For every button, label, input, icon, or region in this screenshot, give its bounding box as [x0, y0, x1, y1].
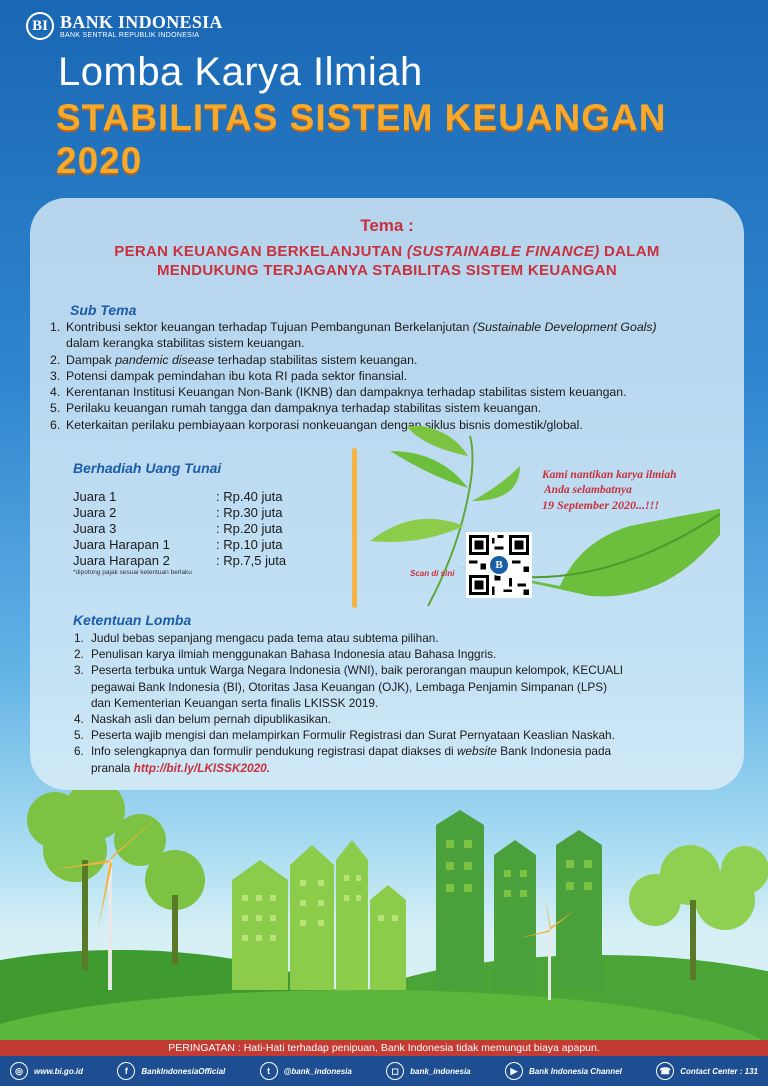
warning-banner: PERINGATAN : Hati-Hati terhadap penipuan, Bank Indonesia tidak memungut biaya apapun.	[0, 1040, 768, 1056]
footer-instagram[interactable]: ◻ bank_indonesia	[386, 1062, 470, 1080]
list-item: 5. Perilaku keuangan rumah tangga dan dampaknya terhadap stabilitas sistem keuangan.	[50, 401, 542, 416]
tema-heading: Tema :	[360, 216, 414, 235]
prize-row: Juara 2 : Rp.30 juta	[73, 505, 283, 520]
list-item: 6. Info selengkapnya dan formulir pendukung registrasi dapat diakses di website Bank Indonesia pada	[74, 744, 612, 759]
list-item: 3. Potensi dampak pemindahan ibu kota RI pada sektor finansial.	[50, 368, 408, 383]
list-item: dan Kementerian Keuangan serta finalis LKISSK 2019.	[91, 695, 379, 710]
title-line-1: Lomba Karya Ilmiah	[58, 50, 423, 94]
list-item: 1. Judul bebas sepanjang mengacu pada tema atau subtema pilihan.	[74, 631, 439, 645]
twitter-icon: t	[260, 1062, 278, 1080]
list-item: 4. Kerentanan Institusi Keuangan Non-Bank (IKNB) dan dampaknya terhadap stabilitas sistem keuangan.	[50, 385, 627, 400]
title-line-3: 2020	[56, 140, 143, 181]
bank-indonesia-logo	[26, 12, 223, 40]
scan-here-label: Scan di sini	[410, 569, 455, 578]
list-item: 5. Peserta wajib mengisi dan melampirkan Formulir Registrasi dan Surat Pernyataan Keaslian Naskah.	[74, 728, 615, 743]
green-city-illustration	[0, 790, 768, 1040]
title-line-2: STABILITAS SISTEM KEUANGAN	[56, 97, 667, 138]
list-item: 2. Dampak pandemic disease terhadap stabilitas sistem keuangan.	[50, 352, 418, 367]
footer-contact-center[interactable]: ☎ Contact Center : 131	[656, 1062, 758, 1080]
content-panel	[30, 198, 744, 790]
list-item: pranala http://bit.ly/LKISSK2020.	[91, 760, 270, 775]
footer-website[interactable]: ◎ www.bi.go.id	[10, 1062, 83, 1080]
footer-facebook[interactable]: f BankIndonesiaOfficial	[117, 1062, 225, 1080]
phone-icon: ☎	[656, 1062, 674, 1080]
logo-subtitle: BANK SENTRAL REPUBLIK INDONESIA	[60, 31, 200, 39]
globe-icon: ◎	[10, 1062, 28, 1080]
list-item: 3. Peserta terbuka untuk Warga Negara Indonesia (WNI), baik perorangan maupun kelompok, KECUALI	[74, 663, 624, 678]
prize-heading: Berhadiah Uang Tunai	[73, 460, 222, 476]
subtema-heading: Sub Tema	[70, 302, 137, 318]
rules-list	[74, 630, 734, 776]
list-item: 6. Keterkaitan perilaku pembiayaan korporasi nonkeuangan dengan siklus bisnis domestik/global.	[50, 417, 583, 432]
prize-note: *dipotong pajak sesuai ketentuan berlaku	[73, 569, 192, 576]
prize-row: Juara Harapan 2 : Rp.7,5 juta	[73, 553, 287, 568]
prize-row: Juara 3 : Rp.20 juta	[73, 521, 283, 536]
prize-list	[73, 489, 286, 569]
youtube-icon: ▶	[505, 1062, 523, 1080]
subtema-list	[50, 319, 740, 433]
registration-link[interactable]: http://bit.ly/LKISSK2020.	[133, 760, 270, 775]
leaves-illustration	[360, 426, 720, 616]
tema-text: PERAN KEUANGAN BERKELANJUTAN (SUSTAINABLE FINANCE) DALAM MENDUKUNG TERJAGANYA STABILITAS SISTEM KEUANGAN	[114, 243, 660, 279]
list-item: 2. Penulisan karya ilmiah menggunakan Bahasa Indonesia atau Bahasa Inggris.	[74, 647, 497, 662]
logo-name: BANK INDONESIA	[60, 11, 223, 32]
bi-qr-badge-icon: B	[488, 554, 510, 576]
list-item: dalam kerangka stabilitas sistem keuangan.	[66, 336, 305, 351]
footer-twitter[interactable]: t @bank_indonesia	[260, 1062, 352, 1080]
footer-youtube[interactable]: ▶ Bank Indonesia Channel	[505, 1062, 622, 1080]
prize-row: Juara Harapan 1 : Rp.10 juta	[73, 537, 283, 552]
rules-heading: Ketentuan Lomba	[73, 612, 192, 628]
list-item: pegawai Bank Indonesia (BI), Otoritas Jasa Keuangan (OJK), Lembaga Penjamin Simpanan (LPS)	[91, 679, 608, 694]
prize-row: Juara 1 : Rp.40 juta	[73, 489, 283, 504]
vertical-divider	[352, 448, 357, 608]
deadline-callout: Kami nantikan karya ilmiah Anda selambatnya 19 September 2020...!!!	[542, 469, 677, 512]
list-item: 1. Kontribusi sektor keuangan terhadap Tujuan Pembangunan Berkelanjutan (Sustainable Development Goals)	[50, 320, 657, 334]
list-item: 4. Naskah asli dan belum pernah dipublikasikan.	[74, 712, 332, 727]
bi-logo-icon: BI	[26, 12, 54, 40]
facebook-icon: f	[117, 1062, 135, 1080]
instagram-icon: ◻	[386, 1062, 404, 1080]
footer-bar	[0, 1056, 768, 1086]
